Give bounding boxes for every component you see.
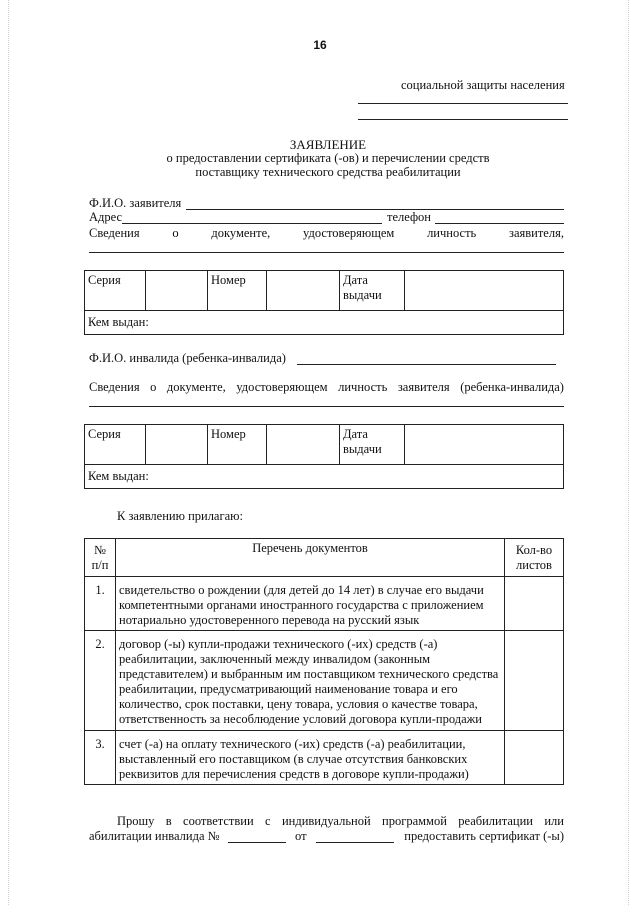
applicant-id-table (84, 270, 564, 335)
row-sheet-count-field[interactable] (505, 577, 564, 631)
request-line-2-part2: от (295, 829, 307, 843)
attachments-table (84, 538, 564, 785)
invalid-doc-field[interactable] (89, 406, 564, 407)
row-description: свидетельство о рождении (для детей до 14 лет) в случае его выдачи компетентными органами иностранного государства с приложением нотариально удостоверенного перевода на русский язык (116, 577, 505, 631)
series-label: Серия (85, 425, 146, 465)
word: Прошу (117, 814, 155, 828)
row-sheet-count-field[interactable] (505, 731, 564, 785)
addressee-text: социальной защиты населения (401, 78, 565, 92)
row-number: 2. (85, 631, 116, 731)
row-number: 1. (85, 577, 116, 631)
applicant-doc-line (89, 226, 564, 241)
word: заявителя (397, 380, 450, 394)
word: реабилитации (458, 814, 533, 828)
issue-date-label: Дата выдачи (340, 425, 405, 465)
issue-date-field[interactable] (405, 271, 564, 311)
invalid-fio-label: Ф.И.О. инвалида (ребенка-инвалида) (89, 351, 286, 365)
issued-by-label: Кем выдан: (88, 315, 149, 329)
document-heading: ЗАЯВЛЕНИЕ (289, 137, 367, 152)
word: документе, (166, 380, 226, 394)
header-sheet-count: Кол-во листов (505, 539, 564, 577)
header-document-list: Перечень документов (116, 539, 505, 577)
series-field[interactable] (146, 271, 208, 311)
series-field[interactable] (146, 425, 208, 465)
ipra-date-field[interactable] (316, 842, 394, 843)
invalid-fio-field[interactable] (297, 364, 556, 365)
addressee-line-2[interactable] (358, 119, 568, 120)
word: документе, (211, 226, 271, 240)
number-label: Номер (208, 271, 267, 311)
word: Сведения (89, 226, 140, 240)
document-subtitle-1: о предоставлении сертификата (-ов) и перечислении средств (166, 151, 490, 165)
invalid-id-table (84, 424, 564, 489)
word: удостоверяющем (303, 226, 395, 240)
row-description: договор (-ы) купли-продажи технического (-их) средств (-а) реабилитации, заключенный между инвалидом (законным представителем) и выбранным им поставщиком технического средства реабилитации, предусматривающий наименование товара и его количество, срок поставки, цену товара, условия о качестве товара, ответственность за несоблюдение условий договора купли-продажи (116, 631, 505, 731)
word: (ребенка-инвалида) (460, 380, 564, 394)
issued-by-field[interactable] (85, 465, 564, 489)
number-field[interactable] (267, 271, 340, 311)
request-line-2-part1: абилитации инвалида № (89, 829, 220, 843)
word: программой (382, 814, 447, 828)
phone-field[interactable] (435, 223, 564, 224)
issued-by-label: Кем выдан: (88, 469, 149, 483)
document-subtitle-2: поставщику технического средства реабилитации (195, 165, 461, 179)
page-number: 16 (313, 38, 327, 52)
word: или (544, 814, 564, 828)
invalid-doc-line (89, 380, 564, 395)
scan-edge-left (8, 0, 10, 905)
word: заявителя, (509, 226, 564, 240)
phone-label: телефон (387, 210, 431, 224)
issue-date-label: Дата выдачи (340, 271, 405, 311)
attachments-label: К заявлению прилагаю: (117, 509, 243, 523)
addressee-line-1[interactable] (358, 103, 568, 104)
word: индивидуальной (281, 814, 371, 828)
word: о (150, 380, 157, 394)
number-label: Номер (208, 425, 267, 465)
address-field[interactable] (122, 223, 382, 224)
number-field[interactable] (267, 425, 340, 465)
word: удостоверяющем (236, 380, 328, 394)
issued-by-field[interactable] (85, 311, 564, 335)
scan-edge-right (628, 0, 630, 905)
word: в (165, 814, 172, 828)
applicant-doc-field[interactable] (89, 252, 564, 253)
word: Сведения (89, 380, 140, 394)
applicant-fio-label: Ф.И.О. заявителя (89, 196, 182, 210)
word: соответствии (183, 814, 254, 828)
applicant-fio-field[interactable] (186, 209, 564, 210)
header-number: № п/п (85, 539, 116, 577)
word: личность (427, 226, 477, 240)
word: о (172, 226, 179, 240)
ipra-number-field[interactable] (228, 842, 286, 843)
row-number: 3. (85, 731, 116, 785)
row-sheet-count-field[interactable] (505, 631, 564, 731)
word: личность (338, 380, 388, 394)
word: с (265, 814, 271, 828)
row-description: счет (-а) на оплату технического (-их) средств (-а) реабилитации, выставленный его поставщиком (в случае отсутствия банковских реквизитов для перечисления средств в договоре купли-продажи) (116, 731, 505, 785)
request-line-1 (117, 814, 564, 829)
address-label: Адрес (89, 210, 123, 224)
request-line-2-part3: предоставить сертификат (-ы) (404, 829, 564, 843)
issue-date-field[interactable] (405, 425, 564, 465)
series-label: Серия (85, 271, 146, 311)
